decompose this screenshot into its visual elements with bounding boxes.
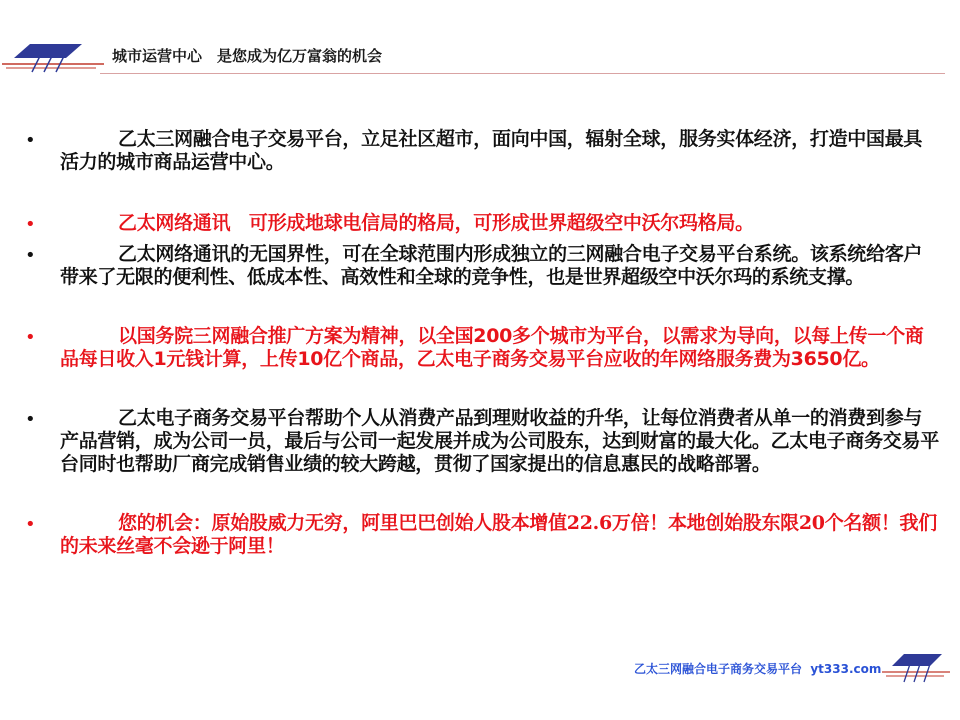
logo-icon [880,650,952,684]
paragraph-text: 您的机会：原始股威力无穷，阿里巴巴创始人股本增值22.6万倍！本地创始股东限20个名额！我们的未来丝毫不会逊于阿里！ [60,512,937,557]
list-item [20,243,940,289]
bullet-marker: • [25,327,36,348]
bullet-marker: • [25,409,36,430]
paragraph-text: 乙太电子商务交易平台帮助个人从消费产品到理财收益的升华，让每位消费者从单一的消费到参与产品营销，成为公司一员，最后与公司一起发展并成为公司股东，达到财富的最大化。乙太电子商务交易平台同时也帮助厂商完成销售业绩的较大跨越，贯彻了国家提出的信息惠民的战略部署。 [60,407,939,475]
bullet-marker: • [25,245,36,266]
paragraph-text: 以国务院三网融合推广方案为精神，以全国200多个城市为平台，以需求为导向，以每上传一个商品每日收入1元钱计算，上传10亿个商品，乙太电子商务交易平台应收的年网络服务费为3650亿。 [60,325,924,370]
paragraph-text: 乙太三网融合电子交易平台，立足社区超市，面向中国，辐射全球，服务实体经济，打造中国最具活力的城市商品运营中心。 [60,128,923,173]
list-item [20,407,940,476]
list-item [20,212,940,235]
list-item [20,325,940,371]
bullet-marker: • [25,514,36,535]
paragraph-text: 乙太网络通讯 可形成地球电信局的格局，可形成世界超级空中沃尔玛格局。 [118,212,754,234]
list-item [20,512,940,558]
bullet-list [20,128,940,558]
list-item [20,128,940,174]
header-divider [100,73,945,74]
bullet-marker: • [25,214,36,235]
header-title: 城市运营中心 是您成为亿万富翁的机会 [112,47,383,65]
paragraph-text: 乙太网络通讯的无国界性，可在全球范围内形成独立的三网融合电子交易平台系统。该系统给客户带来了无限的便利性、低成本性、高效性和全球的竞争性，也是世界超级空中沃尔玛的系统支撑。 [60,243,923,288]
footer-text: 乙太三网融合电子商务交易平台 yt333.com [634,662,882,676]
bullet-marker: • [25,130,36,151]
logo-icon [0,38,105,74]
